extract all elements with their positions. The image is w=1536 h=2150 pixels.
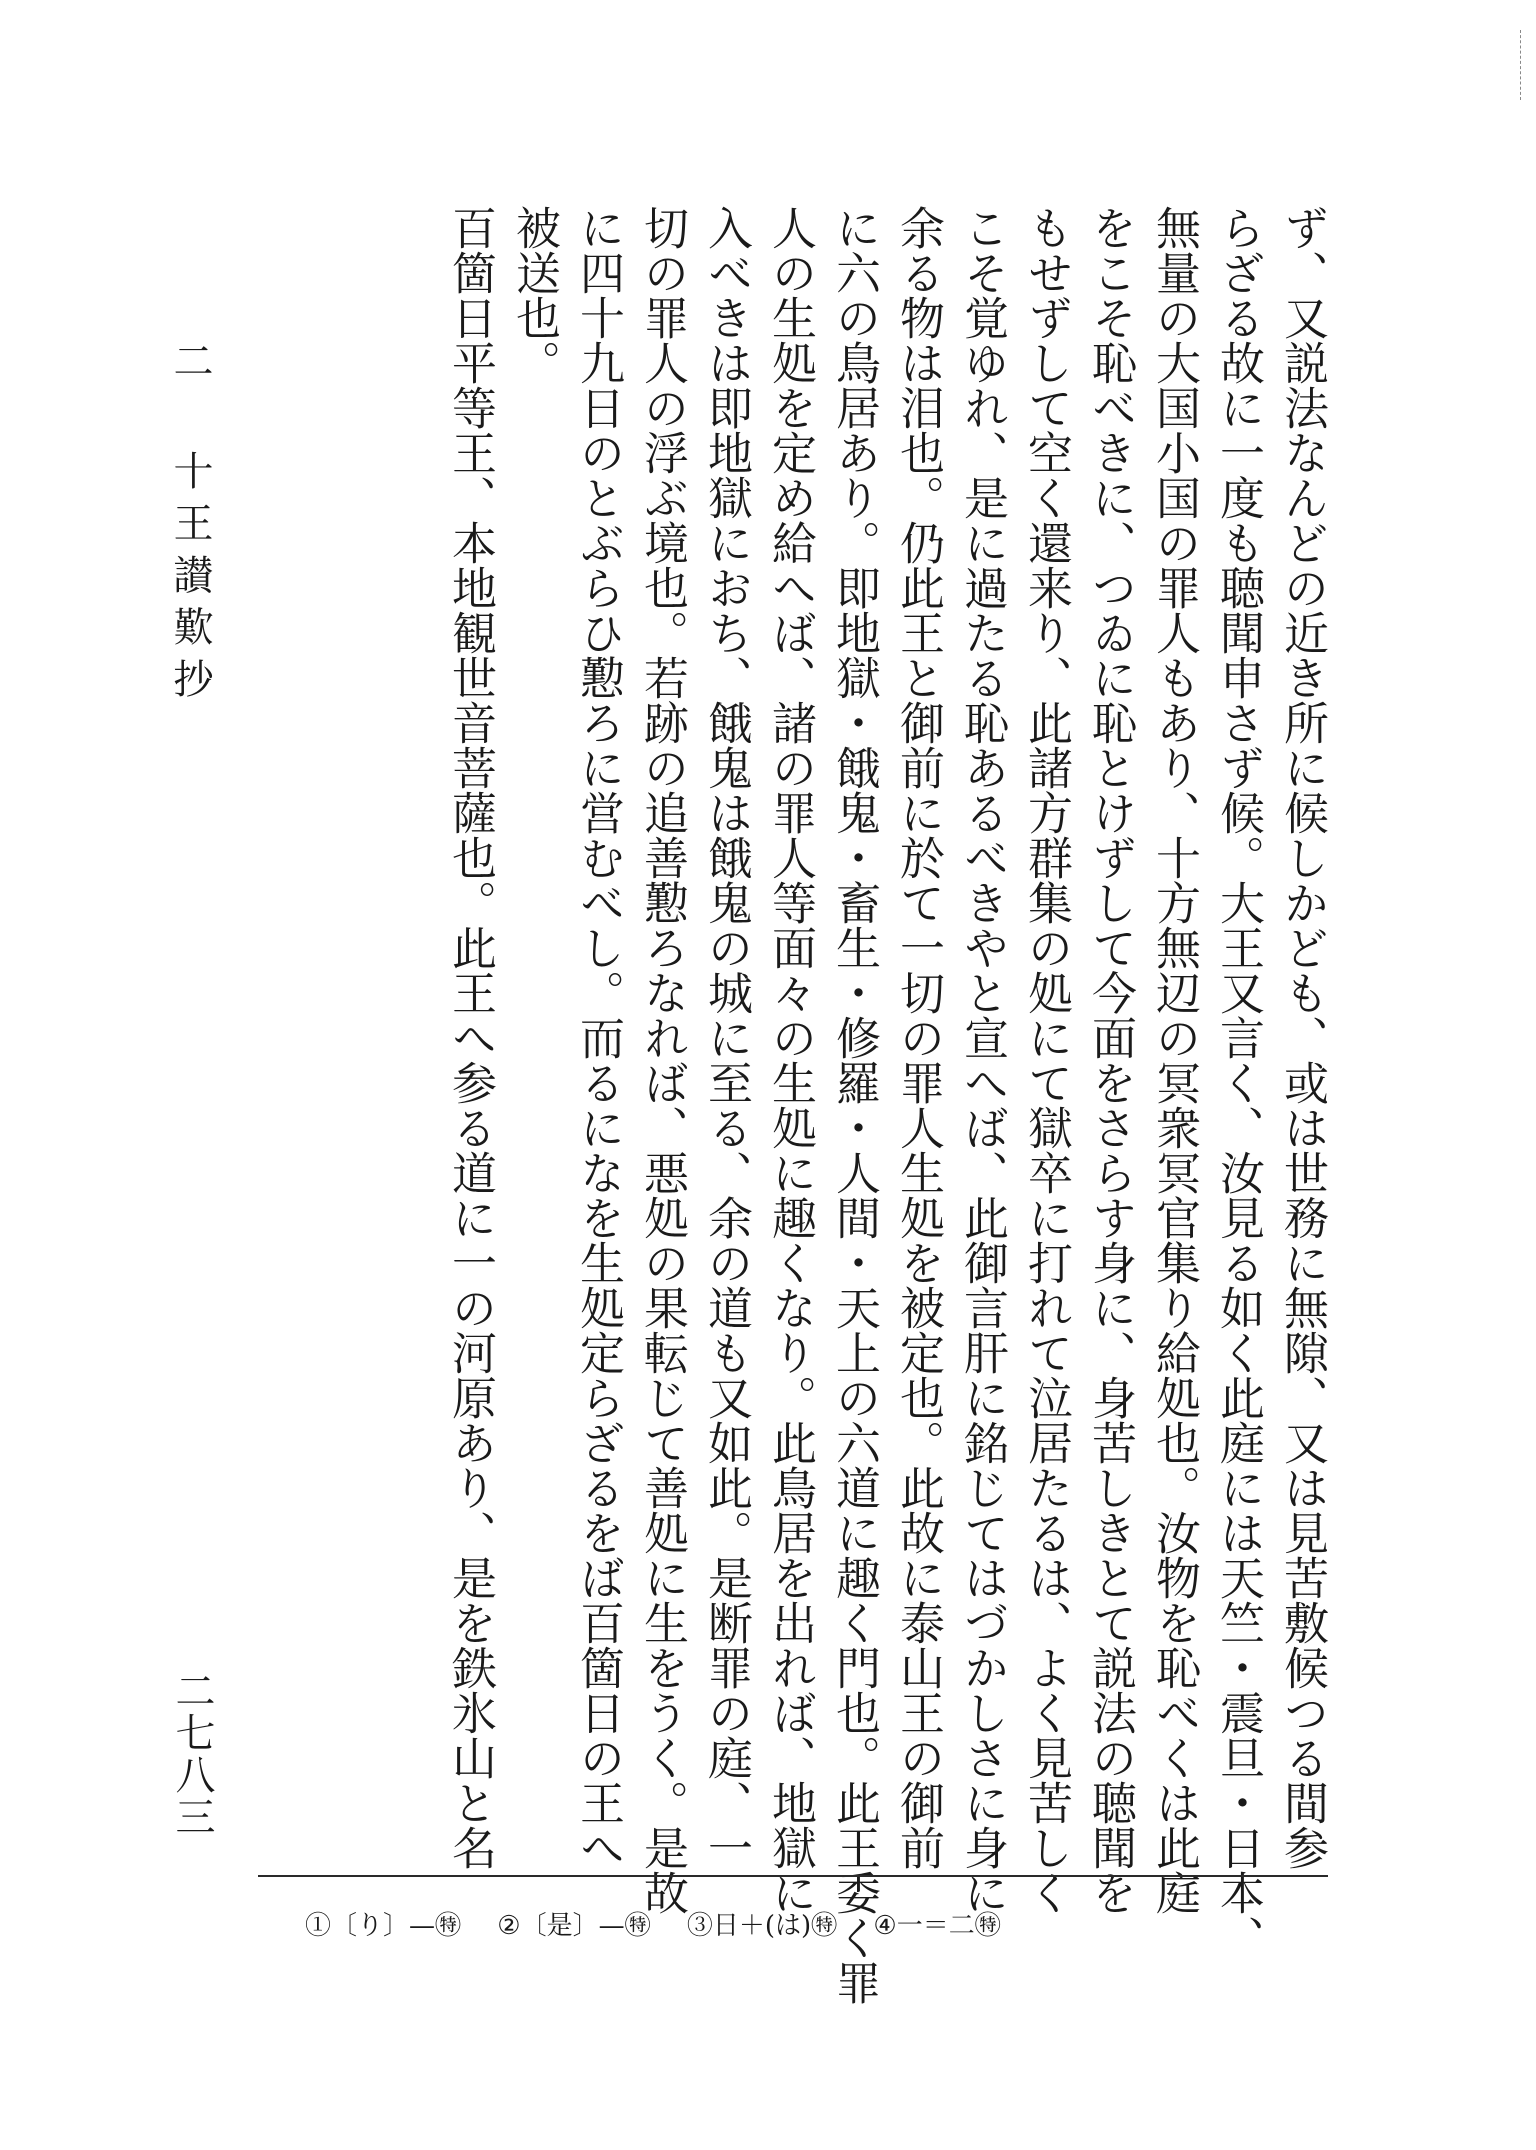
- body-line-9: 人の生処を定め給へば、諸の罪人等面々の生処に趣くなり。此鳥居を出れば、地獄に: [764, 205, 817, 1915]
- body-line-2: らざる故に一度も聴聞申さず候。大王又言く、汝見る如く此庭には天竺・震旦・日本、: [1212, 205, 1265, 1960]
- footnote-4: ④一＝二㊕: [873, 1911, 1001, 1941]
- footnote-3: ③日＋(は)㊕: [686, 1911, 838, 1941]
- body-line-14: 百箇日平等王、本地観世音菩薩也。此王へ参る道に一の河原あり、是を鉄氷山と名: [444, 205, 497, 1870]
- footnotes: [305, 1905, 1305, 1942]
- body-line-7: 余る物は泪也。仍此王と御前に於て一切の罪人生処を被定也。此故に泰山王の御前: [892, 205, 945, 1870]
- body-line-13: 被送也。: [508, 205, 561, 385]
- footnote-divider: [258, 1875, 1328, 1877]
- scan-margin-mark: [1520, 30, 1522, 100]
- body-line-3: 無量の大国小国の罪人もあり、十方無辺の冥衆冥官集り給処也。汝物を恥べくは此庭: [1148, 205, 1201, 1915]
- body-line-5: もせずして空く還来り、此諸方群集の処にて獄卒に打れて泣居たるは、よく見苦しく: [1020, 205, 1073, 1915]
- body-line-4: をこそ恥べきに、つゐに恥とけずして今面をさらす身に、身苦しきとて説法の聴聞を: [1084, 205, 1137, 1915]
- body-line-1: ず、又説法なんどの近き所に候しかども、或は世務に無隙、又は見苦敷候つる間参: [1276, 205, 1329, 1870]
- body-line-10: 入べきは即地獄におち、餓鬼は餓鬼の城に至る、余の道も又如此。是断罪の庭、一: [700, 205, 753, 1870]
- body-line-12: に四十九日のとぶらひ懃ろに営むべし。而るになを生処定らざるをば百箇日の王へ: [572, 205, 625, 1870]
- body-line-11: 切の罪人の浮ぶ境也。若跡の追善懃ろなれば、悪処の果転じて善処に生をうく。是故: [636, 205, 689, 1915]
- running-header-title: 二 十王讃歎抄: [167, 340, 213, 710]
- page-number: 二七八三: [169, 1670, 215, 1838]
- footnote-1: ①〔り〕—㊕: [305, 1911, 462, 1941]
- footnote-2: ②〔是〕—㊕: [497, 1911, 651, 1941]
- body-line-8: に六の鳥居あり。即地獄・餓鬼・畜生・修羅・人間・天上の六道に趣く門也。此王委く罪: [828, 205, 881, 2005]
- body-line-6: こそ覚ゆれ、是に過たる恥あるべきやと宣へば、此御言肝に銘じてはづかしさに身に: [956, 205, 1009, 1915]
